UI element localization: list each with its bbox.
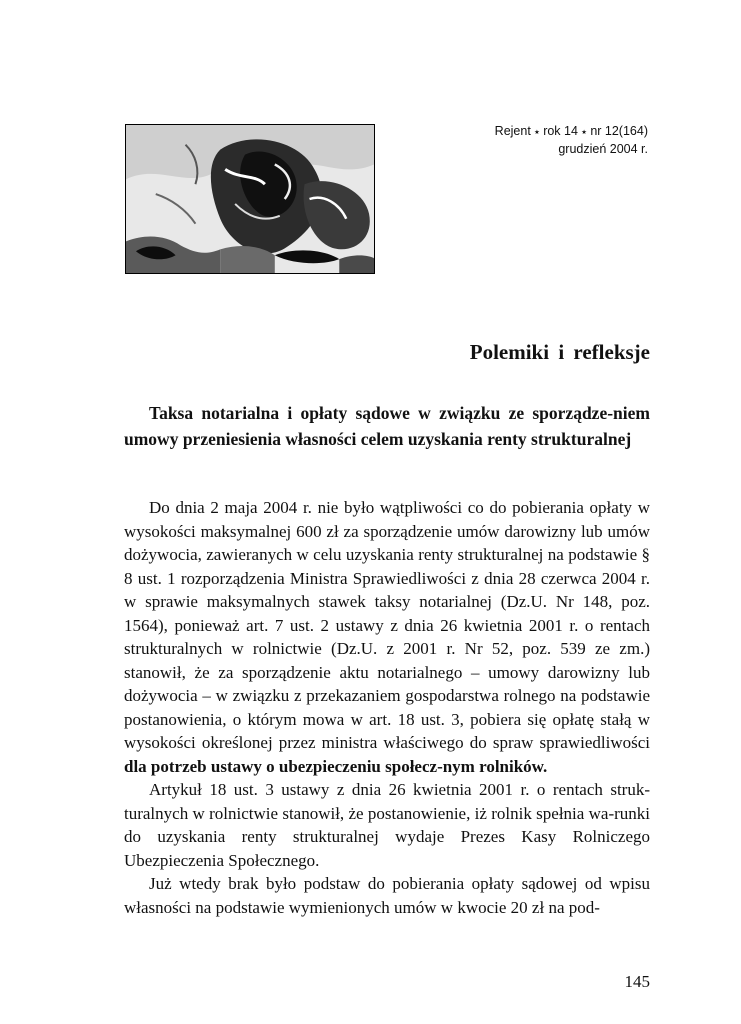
journal-header: [495, 123, 648, 158]
paragraph-text: Do dnia 2 maja 2004 r. nie było wątpliwości co do pobierania opłaty w wysokości maksymalnej 600 zł za sporządzenie umów darowizny lub umów dożywocia, zawieranych w celu uzyskania renty strukturalnej na podstawie § 8 ust. 1 rozporządzenia Ministra Sprawiedliwości z dnia 28 czerwca 2004 r. w sprawie maksymalnych stawek taksy notarialnej (Dz.U. Nr 148, poz. 1564), ponieważ art. 7 ust. 2 ustawy z dnia 26 kwietnia 2001 r. o rentach strukturalnych w rolnictwie (Dz.U. z 2001 r. Nr 52, poz. 539 ze zm.) stanowił, że za sporządzenie aktu notarialnego – umowy darowizny lub dożywocia – w związku z przekazaniem gospodarstwa rolnego na podstawie postanowienia, o którym mowa w art. 18 ust. 3, pobiera się opłatę stałą w wysokości określonej przez ministra właściwego do spraw sprawiedliwości: [124, 498, 650, 752]
journal-date: grudzień 2004 r.: [558, 142, 648, 156]
journal-name: Rejent: [494, 124, 531, 138]
star-separator-icon: ⭑: [581, 127, 587, 138]
paragraph: Artykuł 18 ust. 3 ustawy z dnia 26 kwietnia 2001 r. o rentach struk-turalnych w rolnictwie stanowił, że postanowienie, iż rolnik spełnia wa-runki do uzyskania renty strukturalnej wydaje Prezes Kasy Rolniczego Ubezpieczenia Społecznego.: [124, 780, 650, 870]
paragraph: [124, 496, 650, 778]
article-title: Taksa notarialna i opłaty sądowe w związku ze sporządze-niem umowy przeniesienia własności celem uzyskania renty strukturalnej: [124, 403, 650, 449]
page-number: 145: [624, 972, 650, 991]
header-photo: [125, 124, 375, 274]
star-separator-icon: ⭑: [534, 127, 540, 138]
section-title: Polemiki i refleksje: [469, 340, 650, 364]
paragraph-bold-text: dla potrzeb ustawy o ubezpieczeniu społecz-nym rolników.: [124, 756, 548, 776]
article-body: [124, 496, 650, 919]
journal-issue-line: [495, 123, 648, 141]
paragraph: Już wtedy brak było podstaw do pobierania opłaty sądowej od wpisu własności na podstawie wymienionych umów w kwocie 20 zł na pod-: [124, 874, 650, 917]
journal-issue: nr 12(164): [590, 124, 648, 138]
face-photo-image: [126, 125, 374, 273]
journal-volume: rok 14: [543, 124, 578, 138]
